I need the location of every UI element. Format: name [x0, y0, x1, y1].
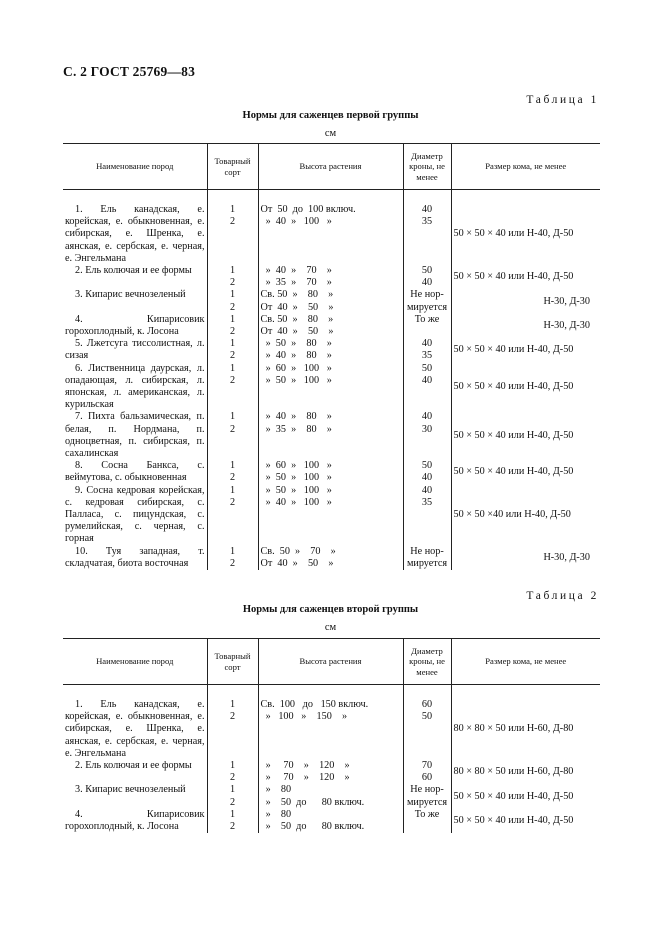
grade-value: 2 — [229, 796, 236, 808]
crown-value: мируется — [406, 796, 448, 808]
grade-value: 2 — [229, 472, 236, 484]
ball-size-cell — [451, 338, 600, 362]
table-row — [63, 760, 600, 784]
col-header-ball: Размер кома, не менее — [451, 144, 600, 190]
species-name-cell — [63, 289, 207, 313]
species-name-cell — [63, 809, 207, 833]
table-2-label: Таблица 2 — [526, 590, 599, 602]
crown-value: 40 — [421, 484, 433, 496]
crown-value: 40 — [421, 338, 433, 350]
height-value: » 100 » 150 » — [260, 711, 348, 723]
crown-value: 40 — [421, 472, 433, 484]
crown-value: То же — [414, 313, 440, 325]
grade-value: 1 — [229, 411, 236, 423]
height-cell — [258, 338, 403, 362]
height-cell — [258, 314, 403, 338]
table-1 — [63, 143, 600, 570]
height-value: Св. 50 » 70 » — [260, 545, 336, 557]
ball-size-cell — [451, 204, 600, 265]
height-value: Св. 50 » 80 » — [260, 313, 334, 325]
table-1-unit: см — [324, 128, 337, 139]
grade-value: 1 — [229, 784, 236, 796]
grade-value: 2 — [229, 772, 236, 784]
ball-size-cell — [451, 265, 600, 289]
crown-cell — [403, 809, 451, 833]
species-name-cell — [63, 338, 207, 362]
ball-size-cell — [451, 485, 600, 546]
height-value: Св. 100 до 150 включ. — [260, 699, 369, 710]
crown-value: Не нор- — [410, 784, 444, 796]
species-name: 10. Туя западная, т. складчатая, биота восточная — [65, 545, 205, 569]
species-name: 2. Ель колючая и ее формы — [75, 265, 192, 277]
table-2-unit: см — [324, 622, 337, 633]
grade-value: 2 — [229, 301, 236, 313]
table-2-title: Нормы для саженцев второй группы — [242, 604, 419, 615]
crown-value: 70 — [421, 760, 433, 772]
height-value: » 40 » 80 » — [260, 350, 332, 362]
ball-size-value: Н-30, Д-30 — [543, 295, 590, 307]
species-name: 7. Пихта бальзамическая, п. белая, п. Нордмана, п. одноцветная, п. сибирская, п. сахалинская — [65, 411, 205, 460]
height-cell — [258, 460, 403, 484]
crown-cell — [403, 760, 451, 784]
height-value: » 50 » 100 » — [260, 484, 332, 496]
crown-value: Не нор- — [410, 545, 444, 557]
height-cell — [258, 760, 403, 784]
ball-size-value: 50 × 50 × 40 или Н-40, Д-50 — [453, 228, 574, 240]
height-cell — [258, 546, 403, 570]
height-cell — [258, 363, 403, 412]
grade-value: 1 — [229, 313, 236, 325]
height-value: Св. 50 » 80 » — [260, 289, 334, 301]
height-cell — [258, 265, 403, 289]
table-row — [63, 809, 600, 833]
crown-cell — [403, 289, 451, 313]
ball-size-value: 50 × 50 × 40 или Н-40, Д-50 — [453, 380, 574, 392]
height-value: От 40 » 50 » — [260, 301, 334, 313]
ball-size-value: Н-30, Д-30 — [543, 319, 590, 331]
spacer-row — [63, 190, 600, 205]
height-cell — [258, 411, 403, 460]
grade-value: 2 — [229, 350, 236, 362]
table-row — [63, 411, 600, 460]
crown-value: Не нор- — [410, 289, 444, 301]
ball-size-cell — [451, 289, 600, 313]
height-value: » 60 » 100 » — [260, 460, 332, 472]
height-value: » 80 — [260, 808, 292, 820]
table-2 — [63, 638, 600, 833]
species-name: 3. Кипарис вечнозеленый — [75, 289, 186, 301]
crown-value: 35 — [421, 496, 433, 508]
grade-value: 1 — [229, 484, 236, 496]
ball-size-cell — [451, 363, 600, 412]
grade-cell — [207, 411, 258, 460]
species-name: 1. Ель канадская, е. корейская, е. обыкновенная, е. сибирская, е. Шренка, е. аянская, е. сербская, е. черная, е. Энгельмана — [65, 204, 205, 264]
height-value: » 50 » 80 » — [260, 338, 332, 350]
grade-cell — [207, 699, 258, 760]
height-cell — [258, 699, 403, 760]
height-value: От 40 » 50 » — [260, 326, 334, 338]
crown-value: 50 — [421, 711, 433, 723]
grade-value: 1 — [229, 545, 236, 557]
height-cell — [258, 485, 403, 546]
species-name-cell — [63, 784, 207, 808]
grade-value: 2 — [229, 711, 236, 723]
species-name: 6. Лиственница даурская, л. опадающая, л. сибирская, л. японская, л. американская, л. курильская — [65, 362, 205, 411]
species-name: 4. Кипарисовик горохоплодный, к. Лосона — [65, 313, 205, 338]
ball-size-value: 80 × 80 × 50 или Н-60, Д-80 — [453, 766, 574, 778]
crown-cell — [403, 411, 451, 460]
grade-cell — [207, 338, 258, 362]
crown-value: 40 — [421, 374, 433, 386]
height-value: » 60 » 100 » — [260, 362, 332, 374]
grade-value: 1 — [229, 460, 236, 472]
grade-value: 1 — [229, 362, 236, 374]
species-name-cell — [63, 363, 207, 412]
table-row — [63, 338, 600, 362]
col-header-height: Высота растения — [258, 639, 403, 685]
crown-cell — [403, 699, 451, 760]
species-name-cell — [63, 699, 207, 760]
ball-size-value: Н-30, Д-30 — [543, 551, 590, 563]
crown-value: 40 — [421, 411, 433, 423]
grade-value: 1 — [229, 265, 236, 277]
col-header-grade: Товарный сорт — [207, 144, 258, 190]
crown-value: мируется — [406, 557, 448, 569]
grade-cell — [207, 289, 258, 313]
table-1-label: Таблица 1 — [526, 94, 599, 106]
species-name-cell — [63, 460, 207, 484]
ball-size-cell — [451, 760, 600, 784]
ball-size-value: 50 × 50 ×40 или Н-40, Д-50 — [453, 509, 571, 521]
crown-cell — [403, 265, 451, 289]
crown-cell — [403, 546, 451, 570]
col-header-crown: Диаметр кроны, не менее — [403, 639, 451, 685]
col-header-name: Наименование пород — [63, 144, 207, 190]
table-row — [63, 363, 600, 412]
crown-value: 30 — [421, 423, 433, 435]
grade-value: 2 — [229, 374, 236, 386]
species-name: 4. Кипарисовик горохоплодный, к. Лосона — [65, 808, 205, 833]
crown-value: 35 — [421, 216, 433, 228]
grade-value: 2 — [229, 326, 236, 338]
table-1-title: Нормы для саженцев первой группы — [242, 110, 419, 121]
grade-cell — [207, 760, 258, 784]
grade-value: 1 — [229, 699, 236, 710]
height-value: » 40 » 70 » — [260, 265, 332, 277]
crown-value: мируется — [406, 301, 448, 313]
col-header-crown: Диаметр кроны, не менее — [403, 144, 451, 190]
crown-cell — [403, 460, 451, 484]
crown-cell — [403, 485, 451, 546]
ball-size-value: 50 × 50 × 40 или Н-40, Д-50 — [453, 790, 574, 802]
ball-size-cell — [451, 411, 600, 460]
species-name: 5. Лжетсуга тиссолистная, л. сизая — [65, 338, 205, 362]
species-name: 2. Ель колючая и ее формы — [75, 760, 192, 772]
height-value: » 50 до 80 включ. — [260, 821, 365, 833]
table-row — [63, 460, 600, 484]
grade-value: 2 — [229, 557, 236, 569]
height-value: » 40 » 80 » — [260, 411, 332, 423]
height-cell — [258, 809, 403, 833]
height-value: » 70 » 120 » — [260, 772, 350, 784]
ball-size-value: 80 × 80 × 50 или Н-60, Д-80 — [453, 723, 574, 735]
grade-cell — [207, 546, 258, 570]
col-header-height: Высота растения — [258, 144, 403, 190]
table-row — [63, 289, 600, 313]
species-name-cell — [63, 760, 207, 784]
page-header: С. 2 ГОСТ 25769—83 — [63, 64, 196, 79]
grade-value: 2 — [229, 496, 236, 508]
grade-value: 2 — [229, 821, 236, 833]
crown-value: 50 — [421, 362, 433, 374]
grade-cell — [207, 784, 258, 808]
height-value: » 50 до 80 включ. — [260, 796, 365, 808]
ball-size-value: 50 × 50 × 40 или Н-40, Д-50 — [453, 814, 574, 826]
species-name: 9. Сосна кедровая корейская, с. кедровая сибирская, с. Палласа, с. пицундская, с. румелийская, с. черная, с. горная — [65, 484, 205, 545]
table-row — [63, 784, 600, 808]
height-value: » 70 » 120 » — [260, 760, 350, 772]
crown-cell — [403, 784, 451, 808]
height-value: » 40 » 100 » — [260, 216, 332, 228]
table-row — [63, 314, 600, 338]
ball-size-cell — [451, 699, 600, 760]
table-row — [63, 699, 600, 760]
grade-value: 2 — [229, 216, 236, 228]
species-name-cell — [63, 546, 207, 570]
col-header-name: Наименование пород — [63, 639, 207, 685]
grade-cell — [207, 460, 258, 484]
height-value: » 80 — [260, 784, 292, 796]
height-value: » 40 » 100 » — [260, 496, 332, 508]
grade-cell — [207, 265, 258, 289]
species-name-cell — [63, 411, 207, 460]
ball-size-cell — [451, 460, 600, 484]
crown-value: 35 — [421, 350, 433, 362]
height-cell — [258, 784, 403, 808]
crown-cell — [403, 204, 451, 265]
height-cell — [258, 204, 403, 265]
grade-value: 1 — [229, 760, 236, 772]
species-name-cell — [63, 265, 207, 289]
grade-cell — [207, 485, 258, 546]
ball-size-value: 50 × 50 × 40 или Н-40, Д-50 — [453, 466, 574, 478]
grade-cell — [207, 204, 258, 265]
grade-value: 1 — [229, 808, 236, 820]
height-value: От 40 » 50 » — [260, 557, 334, 569]
species-name: 1. Ель канадская, е. корейская, е. обыкновенная, е. сибирская, е. Шренка, е. аянская, е. сербская, е. черная, е. Энгельмана — [65, 699, 205, 759]
grade-cell — [207, 314, 258, 338]
grade-value: 2 — [229, 423, 236, 435]
height-value: » 50 » 100 » — [260, 374, 332, 386]
ball-size-cell — [451, 809, 600, 833]
table-row — [63, 546, 600, 570]
grade-value: 2 — [229, 277, 236, 289]
grade-value: 1 — [229, 338, 236, 350]
crown-value: 40 — [421, 204, 433, 215]
species-name: 8. Сосна Банкса, с. веймутова, с. обыкновенная — [65, 460, 205, 484]
crown-cell — [403, 363, 451, 412]
crown-value: 40 — [421, 277, 433, 289]
ball-size-cell — [451, 546, 600, 570]
grade-cell — [207, 809, 258, 833]
grade-cell — [207, 363, 258, 412]
grade-value: 1 — [229, 289, 236, 301]
crown-value: 60 — [421, 772, 433, 784]
table-row — [63, 485, 600, 546]
crown-value: 50 — [421, 460, 433, 472]
spacer-row — [63, 685, 600, 700]
species-name: 3. Кипарис вечнозеленый — [75, 784, 186, 796]
col-header-ball: Размер кома, не менее — [451, 639, 600, 685]
crown-value: 60 — [421, 699, 433, 710]
species-name-cell — [63, 204, 207, 265]
table-row — [63, 204, 600, 265]
height-value: » 35 » 80 » — [260, 423, 332, 435]
height-value: » 35 » 70 » — [260, 277, 332, 289]
height-cell — [258, 289, 403, 313]
crown-cell — [403, 338, 451, 362]
height-value: От 50 до 100 включ. — [260, 204, 356, 215]
ball-size-value: 50 × 50 × 40 или Н-40, Д-50 — [453, 344, 574, 356]
table-row — [63, 265, 600, 289]
ball-size-value: 50 × 50 × 40 или Н-40, Д-50 — [453, 429, 574, 441]
ball-size-cell — [451, 784, 600, 808]
ball-size-cell — [451, 314, 600, 338]
crown-value: То же — [414, 808, 440, 820]
grade-value: 1 — [229, 204, 236, 215]
col-header-grade: Товарный сорт — [207, 639, 258, 685]
ball-size-value: 50 × 50 × 40 или Н-40, Д-50 — [453, 271, 574, 283]
crown-value: 50 — [421, 265, 433, 277]
species-name-cell — [63, 485, 207, 546]
species-name-cell — [63, 314, 207, 338]
height-value: » 50 » 100 » — [260, 472, 332, 484]
crown-cell — [403, 314, 451, 338]
